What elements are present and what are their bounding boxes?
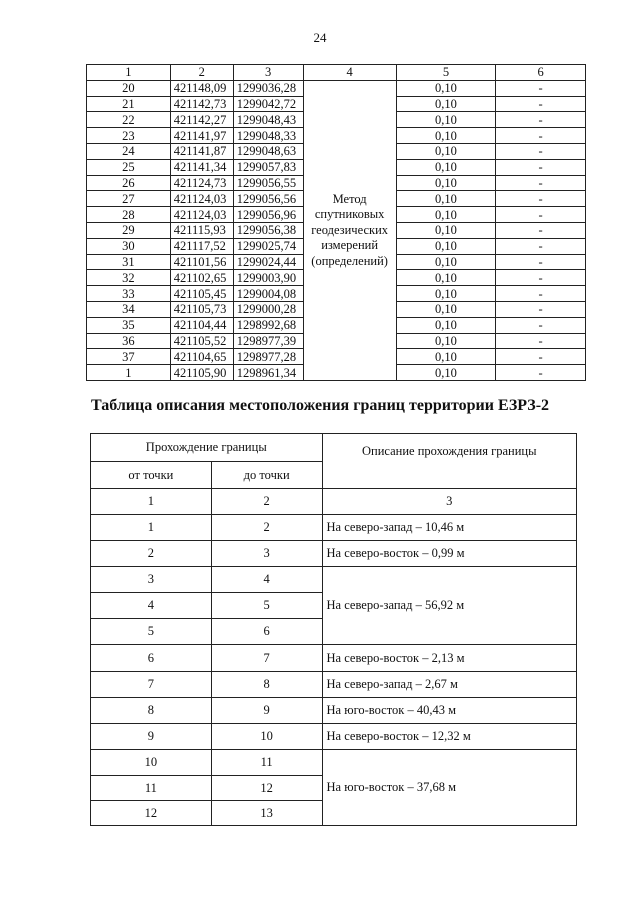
x-coordinate-cell: 421148,09 [170,80,233,96]
header-description: Описание прохождения границы [322,434,576,489]
coordinates-table [86,64,586,381]
header-passage: Прохождение границы [91,434,323,462]
numbering-cell: 1 [91,489,212,515]
point-number-cell: 25 [87,159,171,175]
page-number: 24 [313,30,327,45]
y-coordinate-cell: 1299056,55 [233,175,303,191]
note-cell: - [496,238,586,254]
table-row [91,541,577,567]
accuracy-cell: 0,10 [396,112,496,128]
x-coordinate-cell: 421101,56 [170,254,233,270]
description-cell: На юго-восток – 37,68 м [322,750,576,826]
column-header: 2 [170,65,233,81]
x-coordinate-cell: 421142,27 [170,112,233,128]
table-row [91,672,577,698]
column-header: 1 [87,65,171,81]
column-header: 5 [396,65,496,81]
point-number-cell: 24 [87,143,171,159]
table-row [91,750,577,776]
note-cell: - [496,159,586,175]
point-number-cell: 36 [87,333,171,349]
accuracy-cell: 0,10 [396,80,496,96]
y-coordinate-cell: 1299056,96 [233,207,303,223]
point-number-cell: 34 [87,301,171,317]
y-coordinate-cell: 1299004,08 [233,286,303,302]
y-coordinate-cell: 1299042,72 [233,96,303,112]
note-cell: - [496,254,586,270]
description-cell: На юго-восток – 40,43 м [322,698,576,724]
accuracy-cell: 0,10 [396,238,496,254]
to-point-cell: 3 [211,541,322,567]
note-cell: - [496,286,586,302]
header-to-point: до точки [211,462,322,489]
numbering-cell: 3 [322,489,576,515]
x-coordinate-cell: 421102,65 [170,270,233,286]
column-header: 3 [233,65,303,81]
from-point-cell: 12 [91,801,212,826]
x-coordinate-cell: 421105,52 [170,333,233,349]
y-coordinate-cell: 1299048,63 [233,143,303,159]
accuracy-cell: 0,10 [396,222,496,238]
point-number-cell: 35 [87,317,171,333]
to-point-cell: 6 [211,619,322,645]
accuracy-cell: 0,10 [396,143,496,159]
y-coordinate-cell: 1299048,43 [233,112,303,128]
table-row [87,80,586,96]
note-cell: - [496,143,586,159]
x-coordinate-cell: 421124,73 [170,175,233,191]
note-cell: - [496,222,586,238]
accuracy-cell: 0,10 [396,159,496,175]
column-header: 4 [303,65,396,81]
point-number-cell: 26 [87,175,171,191]
to-point-cell: 8 [211,672,322,698]
to-point-cell: 9 [211,698,322,724]
x-coordinate-cell: 421105,45 [170,286,233,302]
table-row [91,515,577,541]
accuracy-cell: 0,10 [396,96,496,112]
point-number-cell: 23 [87,128,171,144]
description-cell: На северо-восток – 0,99 м [322,541,576,567]
accuracy-cell: 0,10 [396,191,496,207]
x-coordinate-cell: 421141,34 [170,159,233,175]
to-point-cell: 11 [211,750,322,776]
description-cell: На северо-запад – 10,46 м [322,515,576,541]
point-number-cell: 33 [87,286,171,302]
x-coordinate-cell: 421124,03 [170,191,233,207]
note-cell: - [496,96,586,112]
to-point-cell: 13 [211,801,322,826]
table-row [91,645,577,672]
point-number-cell: 1 [87,365,171,381]
x-coordinate-cell: 421124,03 [170,207,233,223]
x-coordinate-cell: 421105,90 [170,365,233,381]
from-point-cell: 6 [91,645,212,672]
column-header: 6 [496,65,586,81]
y-coordinate-cell: 1298992,68 [233,317,303,333]
note-cell: - [496,365,586,381]
point-number-cell: 28 [87,207,171,223]
numbering-cell: 2 [211,489,322,515]
point-number-cell: 21 [87,96,171,112]
description-cell: На северо-восток – 12,32 м [322,724,576,750]
x-coordinate-cell: 421104,44 [170,317,233,333]
to-point-cell: 7 [211,645,322,672]
note-cell: - [496,80,586,96]
accuracy-cell: 0,10 [396,301,496,317]
to-point-cell: 4 [211,567,322,593]
x-coordinate-cell: 421104,65 [170,349,233,365]
y-coordinate-cell: 1299000,28 [233,301,303,317]
x-coordinate-cell: 421141,87 [170,143,233,159]
from-point-cell: 1 [91,515,212,541]
to-point-cell: 5 [211,593,322,619]
to-point-cell: 2 [211,515,322,541]
header-from-point: от точки [91,462,212,489]
y-coordinate-cell: 1299056,56 [233,191,303,207]
point-number-cell: 20 [87,80,171,96]
y-coordinate-cell: 1298977,28 [233,349,303,365]
accuracy-cell: 0,10 [396,270,496,286]
accuracy-cell: 0,10 [396,333,496,349]
accuracy-cell: 0,10 [396,254,496,270]
note-cell: - [496,349,586,365]
from-point-cell: 8 [91,698,212,724]
point-number-cell: 31 [87,254,171,270]
boundary-description-table [90,433,577,826]
accuracy-cell: 0,10 [396,365,496,381]
y-coordinate-cell: 1299057,83 [233,159,303,175]
point-number-cell: 22 [87,112,171,128]
note-cell: - [496,301,586,317]
point-number-cell: 29 [87,222,171,238]
point-number-cell: 32 [87,270,171,286]
y-coordinate-cell: 1299036,28 [233,80,303,96]
from-point-cell: 9 [91,724,212,750]
x-coordinate-cell: 421141,97 [170,128,233,144]
note-cell: - [496,333,586,349]
from-point-cell: 2 [91,541,212,567]
y-coordinate-cell: 1298977,39 [233,333,303,349]
note-cell: - [496,317,586,333]
to-point-cell: 12 [211,776,322,801]
description-cell: На северо-запад – 56,92 м [322,567,576,645]
from-point-cell: 11 [91,776,212,801]
y-coordinate-cell: 1299025,74 [233,238,303,254]
note-cell: - [496,270,586,286]
y-coordinate-cell: 1298961,34 [233,365,303,381]
note-cell: - [496,128,586,144]
x-coordinate-cell: 421115,93 [170,222,233,238]
description-cell: На северо-восток – 2,13 м [322,645,576,672]
y-coordinate-cell: 1299056,38 [233,222,303,238]
table-row [91,698,577,724]
accuracy-cell: 0,10 [396,128,496,144]
point-number-cell: 27 [87,191,171,207]
accuracy-cell: 0,10 [396,349,496,365]
y-coordinate-cell: 1299048,33 [233,128,303,144]
accuracy-cell: 0,10 [396,317,496,333]
description-cell: На северо-запад – 2,67 м [322,672,576,698]
x-coordinate-cell: 421142,73 [170,96,233,112]
accuracy-cell: 0,10 [396,286,496,302]
note-cell: - [496,191,586,207]
from-point-cell: 7 [91,672,212,698]
from-point-cell: 10 [91,750,212,776]
from-point-cell: 5 [91,619,212,645]
x-coordinate-cell: 421117,52 [170,238,233,254]
table-row [91,567,577,593]
accuracy-cell: 0,10 [396,175,496,191]
table-row [91,724,577,750]
boundary-table-title: Таблица описания местоположения границ территории ЕЗРЗ-2 [90,397,550,414]
method-cell: Метод спутниковых геодезических измерений (определений) [303,80,396,380]
note-cell: - [496,175,586,191]
header-row [87,65,586,81]
x-coordinate-cell: 421105,73 [170,301,233,317]
note-cell: - [496,207,586,223]
from-point-cell: 4 [91,593,212,619]
note-cell: - [496,112,586,128]
from-point-cell: 3 [91,567,212,593]
y-coordinate-cell: 1299003,90 [233,270,303,286]
point-number-cell: 37 [87,349,171,365]
point-number-cell: 30 [87,238,171,254]
y-coordinate-cell: 1299024,44 [233,254,303,270]
to-point-cell: 10 [211,724,322,750]
accuracy-cell: 0,10 [396,207,496,223]
